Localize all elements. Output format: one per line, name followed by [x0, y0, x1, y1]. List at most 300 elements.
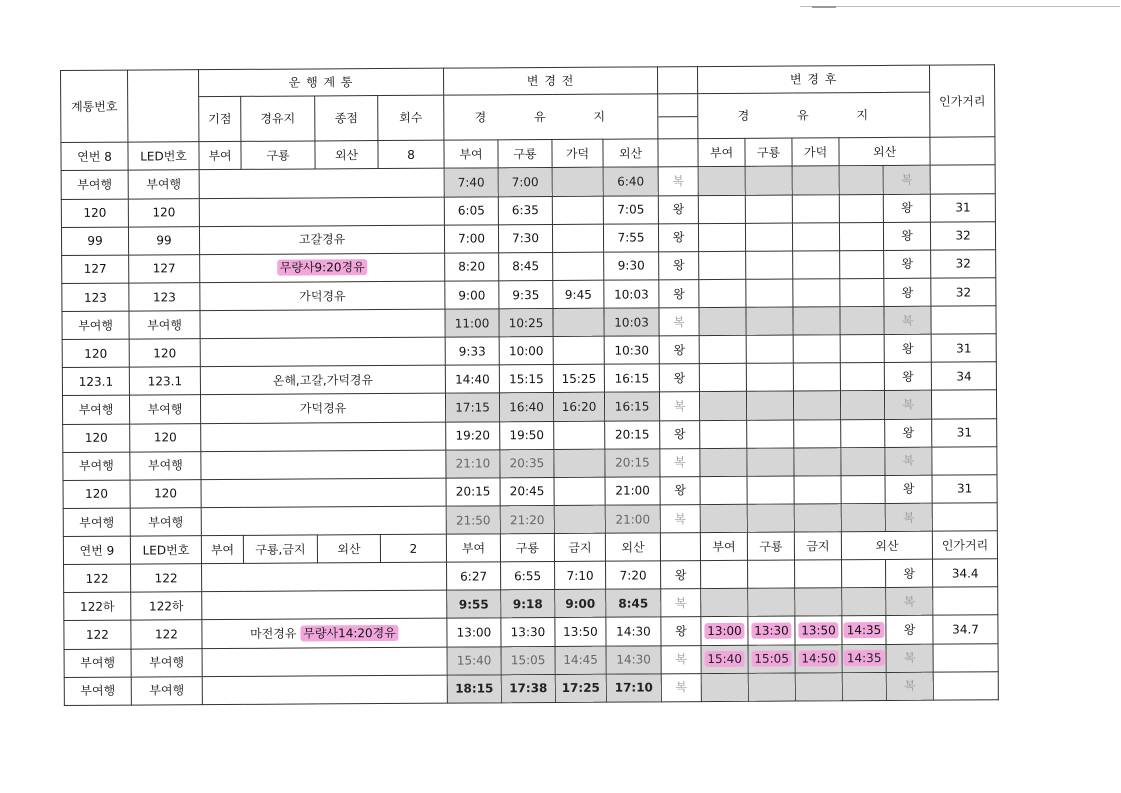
led-no: 120	[130, 423, 201, 452]
before-time: 19:20	[446, 421, 500, 449]
after-direction: 왕	[885, 419, 932, 447]
before-time	[552, 224, 603, 252]
before-time: 11:00	[445, 309, 499, 337]
after-direction: 복	[886, 644, 933, 672]
before-time	[554, 505, 605, 533]
highlighted-time: 13:00	[704, 623, 745, 639]
direction: 복	[660, 505, 700, 533]
after-time	[748, 560, 795, 588]
before-time: 20:15	[446, 478, 500, 506]
highlighted-time: 14:35	[844, 650, 885, 666]
section-trips: 8	[378, 140, 444, 169]
section-via: 구룡	[241, 141, 315, 170]
before-time: 9:30	[604, 252, 659, 280]
route-no: 120	[63, 480, 130, 509]
before-time	[554, 477, 605, 505]
after-time	[700, 448, 747, 476]
before-time	[553, 252, 604, 280]
after-time	[747, 420, 794, 448]
terminal-header: 종점	[315, 96, 378, 142]
direction: 왕	[660, 420, 700, 448]
blank-cell	[660, 533, 700, 561]
route-no: 122	[64, 564, 131, 593]
after-direction: 왕	[884, 278, 931, 306]
led-header-blank	[128, 70, 199, 143]
before-time: 7:00	[444, 225, 498, 253]
after-time	[746, 279, 793, 307]
before-time: 20:15	[605, 420, 660, 448]
after-time	[748, 588, 795, 616]
after-header: 변 경 후	[698, 65, 930, 94]
section-origin: 부여	[199, 142, 241, 170]
route-no: 부여행	[64, 677, 131, 706]
before-col-header: 가덕	[552, 140, 603, 168]
after-time	[699, 279, 746, 307]
before-time: 16:15	[604, 392, 659, 420]
after-time	[793, 363, 840, 391]
after-direction: 왕	[884, 250, 931, 278]
operation-header: 운 행 계 통	[199, 68, 444, 97]
via-note	[200, 309, 445, 339]
via-note	[202, 675, 447, 705]
before-col-header: 금지	[554, 533, 605, 561]
section-permit	[930, 137, 995, 166]
route-no: 부여행	[63, 508, 130, 537]
led-no: 120	[129, 339, 200, 368]
after-time	[793, 335, 840, 363]
via-note	[201, 422, 446, 452]
note-text: 마전경유	[250, 626, 297, 641]
route-no: 부여행	[64, 649, 131, 678]
after-time	[841, 419, 885, 447]
before-time: 18:15	[447, 675, 501, 704]
permit-distance: 32	[931, 278, 996, 307]
after-time	[793, 307, 840, 335]
direction: 왕	[659, 336, 699, 364]
direction: 왕	[660, 476, 700, 504]
route-no: 120	[63, 424, 130, 453]
after-time	[746, 335, 793, 363]
before-time: 9:55	[447, 590, 501, 618]
after-direction: 왕	[884, 334, 931, 362]
direction: 복	[661, 645, 701, 673]
after-time	[700, 420, 747, 448]
via-note	[199, 197, 444, 227]
before-time: 9:45	[553, 280, 604, 308]
after-time	[792, 166, 839, 194]
direction: 왕	[659, 280, 699, 308]
via-note	[202, 590, 447, 620]
before-time: 9:33	[445, 337, 499, 365]
permit-distance: 31	[930, 193, 995, 222]
after-time	[794, 419, 841, 447]
after-time	[840, 335, 884, 363]
direction: 왕	[658, 195, 698, 223]
before-time	[554, 449, 605, 477]
after-time	[795, 560, 842, 588]
direction: 왕	[661, 617, 701, 645]
before-time: 14:30	[606, 617, 661, 645]
led-no: 122	[131, 620, 202, 649]
before-time: 16:15	[604, 364, 659, 392]
before-time: 20:15	[605, 449, 660, 477]
before-time: 9:00	[555, 590, 606, 618]
after-direction: 왕	[886, 559, 933, 587]
via-note: 가덕경유	[200, 394, 445, 424]
section-via: 구룡,금지	[243, 535, 317, 564]
after-direction: 왕	[886, 616, 933, 644]
after-direction: 왕	[885, 475, 932, 503]
after-col-header: 금지	[794, 532, 841, 560]
direction: 복	[658, 167, 698, 195]
led-no: 부여행	[131, 676, 202, 705]
highlighted-note: 무량사9:20경유	[277, 260, 368, 277]
direction: 복	[661, 589, 701, 617]
after-direction: 복	[884, 306, 931, 334]
route-no: 99	[61, 227, 128, 256]
before-via-header: 경 유 지	[444, 94, 658, 141]
direction: 복	[660, 392, 700, 420]
after-time	[795, 616, 842, 644]
after-time	[842, 588, 886, 616]
before-col-header: 외산	[603, 139, 658, 167]
before-time: 9:00	[445, 281, 499, 309]
before-time: 17:25	[555, 674, 606, 703]
section-terminal: 외산	[315, 141, 378, 170]
permit-distance: 31	[931, 334, 996, 363]
after-direction: 왕	[884, 363, 931, 391]
before-time: 6:05	[444, 196, 498, 224]
before-time: 9:35	[499, 280, 553, 308]
after-col-header: 외산	[839, 138, 930, 167]
after-direction: 왕	[883, 222, 930, 250]
before-time	[553, 336, 604, 364]
before-time: 15:25	[553, 365, 604, 393]
permit-distance: 32	[931, 221, 996, 250]
after-time	[747, 448, 794, 476]
before-time: 21:10	[446, 450, 500, 478]
direction: 복	[660, 448, 700, 476]
after-time	[792, 194, 839, 222]
before-time: 10:03	[604, 280, 659, 308]
after-time	[840, 307, 884, 335]
route-no-header: 계통번호	[61, 70, 128, 143]
before-time: 21:00	[605, 477, 660, 505]
via-note: 가덕경유	[200, 281, 445, 311]
before-time: 7:00	[498, 168, 552, 196]
after-direction: 왕	[883, 194, 930, 222]
permit-distance	[933, 643, 998, 672]
after-time	[794, 391, 841, 419]
permit-distance: 34	[931, 362, 996, 391]
led-no: 120	[128, 198, 199, 227]
blank-cell	[658, 139, 698, 167]
after-time	[746, 363, 793, 391]
before-time	[553, 308, 604, 336]
permit-distance-header: 인가거리	[930, 65, 995, 138]
permit-distance: 34.7	[933, 615, 998, 644]
after-time	[841, 447, 885, 475]
permit-distance: 31	[932, 475, 997, 504]
blank-cell	[658, 67, 698, 94]
before-time	[552, 168, 603, 196]
after-time	[746, 307, 793, 335]
after-time	[745, 195, 792, 223]
before-time: 10:03	[604, 308, 659, 336]
after-time	[699, 307, 746, 335]
after-time	[793, 251, 840, 279]
after-col-header: 외산	[841, 531, 932, 560]
via-note: 고갈경유	[199, 225, 444, 255]
before-time: 17:15	[445, 393, 499, 421]
via-note	[201, 478, 446, 508]
before-time: 20:35	[500, 449, 554, 477]
route-no: 123	[62, 283, 129, 312]
after-time	[700, 504, 747, 532]
led-no: 123	[129, 283, 200, 312]
highlighted-time: 14:50	[798, 650, 839, 666]
route-no: 부여행	[62, 396, 129, 425]
after-direction: 복	[885, 447, 932, 475]
after-time	[842, 560, 886, 588]
after-direction: 복	[885, 391, 932, 419]
after-time	[701, 645, 748, 673]
before-time: 21:20	[500, 505, 554, 533]
route-no: 123.1	[62, 367, 129, 396]
schedule-table	[60, 64, 999, 706]
after-time	[842, 672, 886, 701]
after-time	[698, 195, 745, 223]
after-time	[698, 223, 745, 251]
highlighted-note: 무량사14:20경유	[300, 625, 399, 642]
after-time	[699, 251, 746, 279]
after-time	[701, 561, 748, 589]
before-time: 13:30	[501, 618, 555, 646]
via-note	[202, 562, 447, 592]
via-note: 온해,고갈,가덕경유	[200, 365, 445, 395]
after-time	[745, 223, 792, 251]
via-note	[200, 337, 445, 367]
before-time: 7:10	[555, 561, 606, 589]
before-col-header: 구룡	[498, 140, 552, 168]
direction: 복	[661, 673, 701, 702]
after-time	[795, 644, 842, 672]
route-no: 부여행	[63, 452, 130, 481]
before-header: 변 경 전	[443, 67, 657, 95]
section-label: 연번 9	[63, 536, 130, 565]
after-time	[792, 222, 839, 250]
after-time	[793, 279, 840, 307]
via-note	[202, 647, 447, 677]
before-col-header: 부여	[444, 140, 498, 168]
after-time	[748, 645, 795, 673]
after-time	[839, 222, 883, 250]
before-time: 7:40	[444, 168, 498, 196]
before-col-header: 구룡	[500, 534, 554, 562]
trips-header: 회수	[378, 95, 444, 141]
permit-distance: 31	[932, 418, 997, 447]
via-note	[200, 253, 445, 283]
after-time	[748, 673, 795, 702]
after-time	[794, 447, 841, 475]
led-no: 123.1	[129, 367, 200, 396]
after-time	[700, 476, 747, 504]
before-time: 10:30	[604, 336, 659, 364]
via-note	[199, 169, 444, 199]
highlighted-time: 14:35	[844, 622, 885, 638]
route-no: 부여행	[61, 171, 128, 200]
table-row	[64, 671, 998, 705]
led-no: 부여행	[131, 648, 202, 677]
after-time	[701, 673, 748, 702]
led-label: LED번호	[128, 142, 199, 171]
section-terminal: 외산	[317, 535, 380, 564]
before-time: 10:25	[499, 309, 553, 337]
via-header: 경유지	[241, 96, 315, 142]
led-no: 부여행	[130, 451, 201, 480]
direction: 왕	[659, 364, 699, 392]
via-note	[202, 619, 447, 649]
before-time: 8:20	[445, 253, 499, 281]
led-no: 122하	[131, 592, 202, 621]
route-no: 120	[61, 199, 128, 228]
after-direction: 복	[886, 672, 933, 701]
after-time	[839, 194, 883, 222]
permit-distance: 34.4	[933, 559, 998, 588]
after-time	[748, 616, 795, 644]
before-time: 14:40	[445, 365, 499, 393]
permit-distance	[932, 503, 997, 532]
before-time: 16:40	[499, 393, 553, 421]
before-time: 15:05	[501, 646, 555, 674]
section-trips: 2	[380, 534, 446, 563]
after-time	[840, 250, 884, 278]
after-col-header: 가덕	[792, 138, 839, 166]
before-time: 15:15	[499, 365, 553, 393]
before-col-header: 외산	[605, 533, 660, 561]
permit-distance	[933, 587, 998, 616]
direction: 왕	[659, 251, 699, 279]
after-via-header: 경 유 지	[698, 92, 930, 139]
before-time: 10:00	[499, 337, 553, 365]
direction: 왕	[661, 561, 701, 589]
after-col-header: 구룡	[745, 138, 792, 166]
after-direction: 복	[886, 588, 933, 616]
after-time	[842, 616, 886, 644]
permit-distance	[932, 446, 997, 475]
before-time: 13:00	[447, 618, 501, 646]
highlighted-time: 15:40	[704, 651, 745, 667]
route-no: 부여행	[62, 311, 129, 340]
before-time: 7:20	[606, 561, 661, 589]
before-time: 19:50	[500, 421, 554, 449]
after-time	[746, 251, 793, 279]
before-col-header: 부여	[446, 534, 500, 562]
before-time: 7:30	[498, 224, 552, 252]
blank-cell	[658, 94, 698, 139]
before-time: 21:50	[446, 506, 500, 534]
after-col-header: 구룡	[747, 532, 794, 560]
before-time: 16:20	[553, 393, 604, 421]
after-col-header: 부여	[698, 139, 745, 167]
before-time: 14:30	[606, 645, 661, 673]
before-time: 7:55	[603, 224, 658, 252]
after-time	[840, 363, 884, 391]
after-time	[699, 364, 746, 392]
direction: 복	[659, 308, 699, 336]
highlighted-time: 13:50	[798, 622, 839, 638]
after-time	[795, 672, 842, 701]
route-no: 127	[62, 255, 129, 284]
led-no: 부여행	[129, 395, 200, 424]
before-time: 8:45	[499, 252, 553, 280]
after-time	[700, 392, 747, 420]
led-no: 127	[129, 254, 200, 283]
before-time: 20:45	[500, 477, 554, 505]
after-time	[745, 166, 792, 194]
before-time: 13:50	[555, 618, 606, 646]
highlighted-time: 15:05	[751, 651, 792, 667]
before-time: 14:45	[555, 646, 606, 674]
section-permit: 인가거리	[932, 531, 997, 560]
before-time	[552, 196, 603, 224]
after-time	[701, 617, 748, 645]
after-time	[840, 278, 884, 306]
before-time: 17:10	[606, 674, 661, 703]
route-no: 122하	[64, 592, 131, 621]
led-no: 부여행	[130, 508, 201, 537]
after-time	[841, 391, 885, 419]
after-time	[698, 167, 745, 195]
after-time	[839, 166, 883, 194]
after-time	[842, 644, 886, 672]
after-time	[841, 475, 885, 503]
route-no: 120	[62, 339, 129, 368]
before-time: 9:18	[501, 590, 555, 618]
permit-distance	[932, 390, 997, 419]
highlighted-time: 13:30	[751, 623, 792, 639]
led-no: 부여행	[128, 170, 199, 199]
led-no: 부여행	[129, 311, 200, 340]
after-time	[841, 503, 885, 531]
permit-distance	[933, 671, 998, 700]
via-note	[201, 506, 446, 536]
after-time	[701, 589, 748, 617]
before-time: 15:40	[447, 646, 501, 674]
before-time: 21:00	[605, 505, 660, 533]
after-direction: 복	[885, 503, 932, 531]
after-time	[795, 588, 842, 616]
before-time: 6:40	[603, 167, 658, 195]
after-time	[747, 504, 794, 532]
permit-distance	[930, 165, 995, 194]
before-time: 17:38	[501, 674, 555, 703]
before-time: 6:27	[447, 562, 501, 590]
before-time: 6:55	[501, 562, 555, 590]
led-no: 99	[128, 226, 199, 255]
origin-header: 기점	[199, 97, 241, 142]
route-no: 122	[64, 621, 131, 650]
after-direction: 복	[883, 166, 930, 194]
permit-distance	[931, 306, 996, 335]
led-label: LED번호	[130, 536, 201, 565]
after-time	[747, 476, 794, 504]
section-label: 연번 8	[61, 142, 128, 171]
direction: 왕	[658, 223, 698, 251]
permit-distance: 32	[931, 250, 996, 279]
led-no: 122	[131, 564, 202, 593]
before-time: 6:35	[498, 196, 552, 224]
